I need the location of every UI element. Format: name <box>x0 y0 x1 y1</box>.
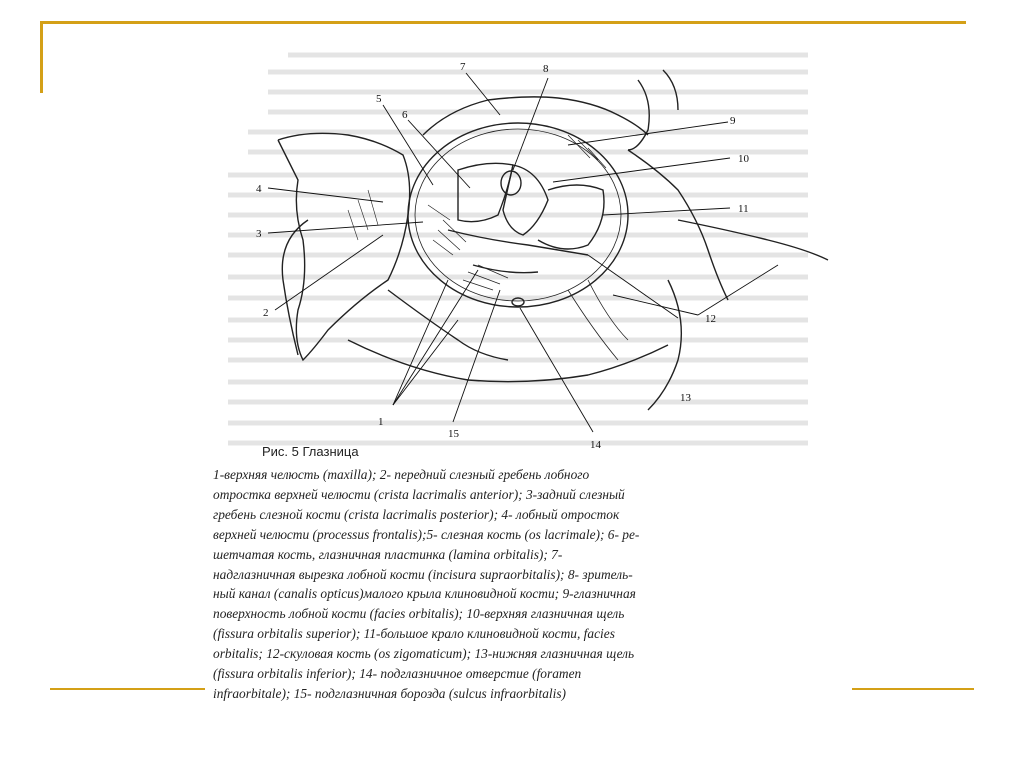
label-3: 3 <box>256 228 262 240</box>
caption-line: orbitalis; 12-скуловая кость (os zigomaticum); 13-нижняя глазничная щель <box>213 646 635 662</box>
left-accent-line <box>40 21 43 93</box>
label-15: 15 <box>448 428 459 440</box>
background-text-ghost <box>228 55 808 443</box>
caption-line: infraorbitale); 15- подглазничная борозда (sulcus infraorbitalis) <box>213 685 567 701</box>
caption-line: шетчатая кость, глазничная пластинка (lamina orbitalis); 7- <box>213 546 563 562</box>
caption-line: (fissura orbitalis superior); 11-большое крало клиновидной кости, facies <box>213 626 615 642</box>
label-7: 7 <box>460 61 466 73</box>
label-11: 11 <box>738 203 749 215</box>
label-2: 2 <box>263 307 269 319</box>
label-5: 5 <box>376 93 382 105</box>
caption-line: надглазничная вырезка лобной кости (incisura supraorbitalis); 8- зритель- <box>213 566 633 582</box>
label-13: 13 <box>680 392 691 404</box>
bottom-left-accent-line <box>50 688 205 690</box>
orbit-illustration <box>208 40 848 455</box>
label-12: 12 <box>705 313 716 325</box>
figure-caption <box>213 465 808 704</box>
label-8: 8 <box>543 63 549 75</box>
label-4: 4 <box>256 183 262 195</box>
caption-line: 1-верхняя челюсть (maxilla); 2- передний слезный гребень лобного <box>213 467 590 482</box>
figure-title: Рис. 5 Глазница <box>262 444 359 459</box>
label-1: 1 <box>378 416 384 428</box>
label-14: 14 <box>590 439 601 451</box>
caption-line: отростка верхней челюсти (crista lacrimalis anterior); 3-задний слезный <box>213 486 625 502</box>
label-9: 9 <box>730 115 736 127</box>
caption-line: гребень слезной кости (crista lacrimalis posterior); 4- лобный отросток <box>213 506 620 522</box>
label-6: 6 <box>402 109 408 121</box>
caption-line: (fissura orbitalis inferior); 14- подглазничное отверстие (foramen <box>213 666 582 682</box>
top-accent-line <box>40 21 966 24</box>
orbit-drawing <box>208 40 848 455</box>
bottom-right-accent-line <box>852 688 974 690</box>
caption-line: ный канал (canalis opticus)малого крыла клиновидной кости; 9-глазничная <box>213 586 636 602</box>
label-10: 10 <box>738 153 749 165</box>
caption-line: верхней челюсти (processus frontalis);5- слезная кость (os lacrimale); 6- ре- <box>213 526 640 542</box>
caption-line: поверхность лобной кости (facies orbitalis); 10-верхняя глазничная щель <box>213 606 625 622</box>
